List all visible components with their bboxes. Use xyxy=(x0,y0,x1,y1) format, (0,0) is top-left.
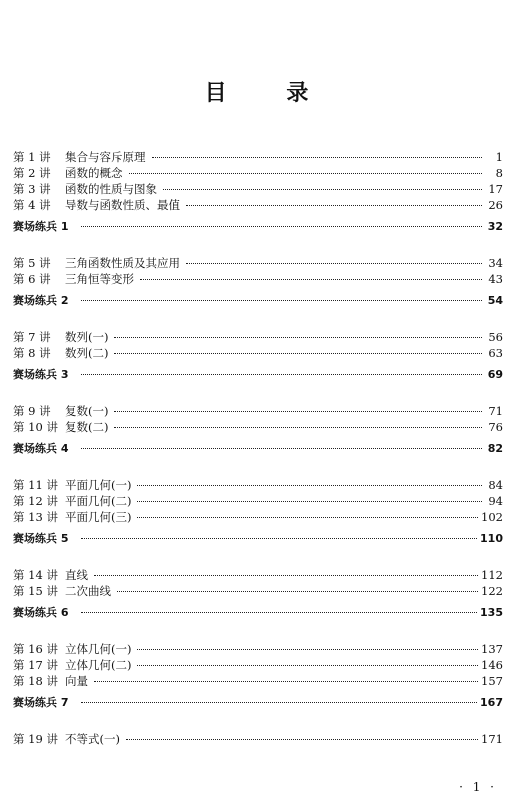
dot-leader xyxy=(140,279,482,280)
lecture-number: 第 13 讲 xyxy=(13,510,58,524)
lecture-number: 第 8 讲 xyxy=(13,346,51,360)
page-number: 54 xyxy=(487,294,503,307)
toc-lecture-row xyxy=(13,197,503,213)
toc-lecture-row xyxy=(13,493,503,509)
lecture-number: 第 18 讲 xyxy=(13,674,58,688)
toc-lecture-row xyxy=(13,403,503,419)
lecture-number: 第 3 讲 xyxy=(13,182,51,196)
dot-leader xyxy=(126,739,478,740)
lecture-number: 第 5 讲 xyxy=(13,256,51,270)
toc-section-row xyxy=(13,293,503,309)
dot-leader xyxy=(186,205,482,206)
dot-leader xyxy=(137,665,478,666)
section-title: 赛场练兵 1 xyxy=(13,220,69,233)
dot-leader xyxy=(94,681,478,682)
page-number: 157 xyxy=(481,674,503,688)
lecture-title: 三角函数性质及其应用 xyxy=(65,256,180,270)
lecture-number: 第 2 讲 xyxy=(13,166,51,180)
lecture-title: 平面几何(一) xyxy=(65,478,132,492)
lecture-title: 二次曲线 xyxy=(65,584,111,598)
page-number: 76 xyxy=(488,420,503,434)
lecture-number: 第 19 讲 xyxy=(13,732,58,746)
page-number: 34 xyxy=(488,256,503,270)
section-title: 赛场练兵 7 xyxy=(13,696,69,709)
toc-lecture-row xyxy=(13,419,503,435)
toc-lecture-row xyxy=(13,329,503,345)
toc-lecture-row xyxy=(13,657,503,673)
page-number: 112 xyxy=(481,568,503,582)
dot-leader xyxy=(114,353,482,354)
lecture-title: 数列(一) xyxy=(65,330,109,344)
page-number: 82 xyxy=(487,442,503,455)
page-number: 84 xyxy=(488,478,503,492)
toc-lecture-row xyxy=(13,345,503,361)
dot-leader xyxy=(129,173,483,174)
lecture-title: 函数的概念 xyxy=(65,166,123,180)
dot-leader xyxy=(152,157,483,158)
dot-leader xyxy=(163,189,482,190)
lecture-number: 第 6 讲 xyxy=(13,272,51,286)
dot-leader xyxy=(137,517,478,518)
page-number: 146 xyxy=(481,658,503,672)
toc-lecture-row xyxy=(13,181,503,197)
toc-section-row xyxy=(13,441,503,457)
lecture-title: 三角恒等变形 xyxy=(65,272,134,286)
section-title: 赛场练兵 2 xyxy=(13,294,69,307)
lecture-title: 集合与容斥原理 xyxy=(65,150,146,164)
section-title: 赛场练兵 6 xyxy=(13,606,69,619)
dot-leader xyxy=(114,411,482,412)
lecture-title: 函数的性质与图象 xyxy=(65,182,157,196)
lecture-title: 向量 xyxy=(65,674,88,688)
lecture-title: 平面几何(二) xyxy=(65,494,132,508)
page-number: 63 xyxy=(488,346,503,360)
dot-leader xyxy=(81,300,482,301)
toc-lecture-row xyxy=(13,641,503,657)
dot-leader xyxy=(81,374,482,375)
lecture-number: 第 4 讲 xyxy=(13,198,51,212)
lecture-number: 第 9 讲 xyxy=(13,404,51,418)
lecture-title: 复数(二) xyxy=(65,420,109,434)
dot-leader xyxy=(114,427,482,428)
page-number-footer: · 1 · xyxy=(459,780,497,794)
toc-lecture-row xyxy=(13,477,503,493)
lecture-number: 第 7 讲 xyxy=(13,330,51,344)
lecture-title: 复数(一) xyxy=(65,404,109,418)
lecture-number: 第 17 讲 xyxy=(13,658,58,672)
toc-lecture-row xyxy=(13,255,503,271)
toc-section-row xyxy=(13,695,503,711)
toc-lecture-row xyxy=(13,271,503,287)
dot-leader xyxy=(137,485,482,486)
page-number: 56 xyxy=(488,330,503,344)
page-number: 32 xyxy=(487,220,503,233)
toc-lecture-row xyxy=(13,165,503,181)
dot-leader xyxy=(137,649,478,650)
lecture-number: 第 16 讲 xyxy=(13,642,58,656)
dot-leader xyxy=(81,448,482,449)
dot-leader xyxy=(81,226,482,227)
page-number: 122 xyxy=(481,584,503,598)
lecture-title: 数列(二) xyxy=(65,346,109,360)
page-number: 43 xyxy=(488,272,503,286)
dot-leader xyxy=(117,591,478,592)
toc-lecture-row xyxy=(13,149,503,165)
section-title: 赛场练兵 3 xyxy=(13,368,69,381)
lecture-number: 第 1 讲 xyxy=(13,150,51,164)
page-number: 8 xyxy=(495,166,503,180)
table-of-contents xyxy=(13,149,503,747)
page-number: 69 xyxy=(487,368,503,381)
page-title: 目 录 xyxy=(204,81,335,106)
dot-leader xyxy=(186,263,482,264)
toc-lecture-row xyxy=(13,673,503,689)
lecture-number: 第 10 讲 xyxy=(13,420,58,434)
dot-leader xyxy=(81,612,477,613)
toc-section-row xyxy=(13,531,503,547)
lecture-title: 立体几何(二) xyxy=(65,658,132,672)
toc-section-row xyxy=(13,367,503,383)
lecture-number: 第 14 讲 xyxy=(13,568,58,582)
toc-lecture-row xyxy=(13,567,503,583)
lecture-title: 不等式(一) xyxy=(65,732,120,746)
dot-leader xyxy=(114,337,482,338)
toc-lecture-row xyxy=(13,583,503,599)
section-title: 赛场练兵 5 xyxy=(13,532,69,545)
toc-lecture-row xyxy=(13,509,503,525)
page-number: 171 xyxy=(481,732,503,746)
toc-lecture-row xyxy=(13,731,503,747)
lecture-number: 第 12 讲 xyxy=(13,494,58,508)
lecture-number: 第 15 讲 xyxy=(13,584,58,598)
toc-section-row xyxy=(13,219,503,235)
dot-leader xyxy=(137,501,482,502)
dot-leader xyxy=(94,575,478,576)
page-number: 1 xyxy=(495,150,503,164)
lecture-title: 平面几何(三) xyxy=(65,510,132,524)
dot-leader xyxy=(81,702,477,703)
dot-leader xyxy=(81,538,477,539)
page-number: 26 xyxy=(488,198,503,212)
page-number: 71 xyxy=(488,404,503,418)
page-number: 137 xyxy=(481,642,503,656)
page-number: 102 xyxy=(481,510,503,524)
page-number: 135 xyxy=(480,606,503,619)
lecture-title: 立体几何(一) xyxy=(65,642,132,656)
lecture-title: 导数与函数性质、最值 xyxy=(65,198,180,212)
page-number: 167 xyxy=(480,696,503,709)
section-title: 赛场练兵 4 xyxy=(13,442,69,455)
page-number: 17 xyxy=(488,182,503,196)
toc-section-row xyxy=(13,605,503,621)
lecture-title: 直线 xyxy=(65,568,88,582)
lecture-number: 第 11 讲 xyxy=(13,478,58,492)
page-number: 94 xyxy=(488,494,503,508)
page-number: 110 xyxy=(480,532,503,545)
